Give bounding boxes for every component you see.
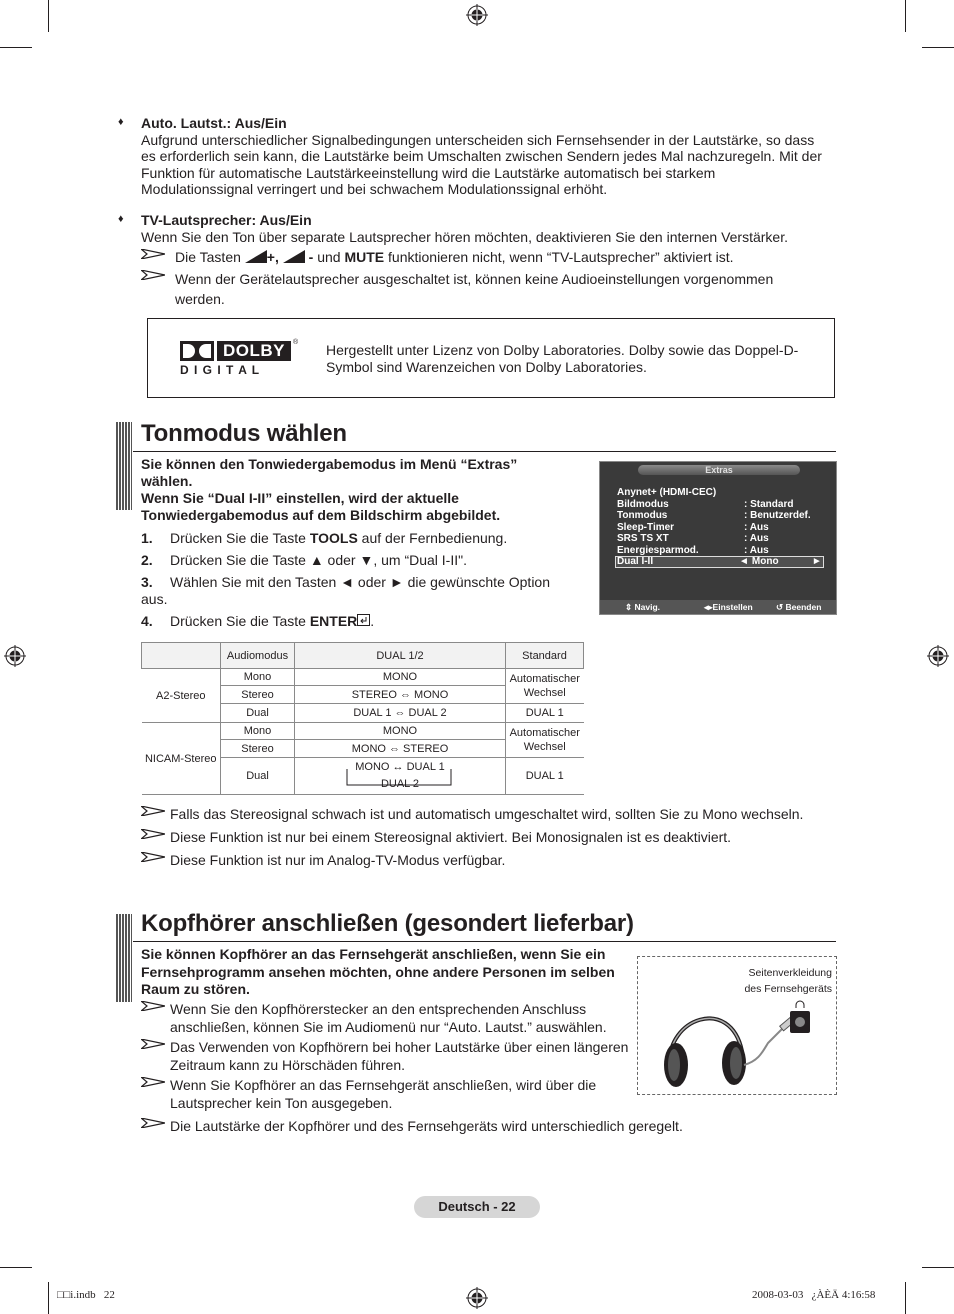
menu-row[interactable]: Tonmodus : Benutzerdef.: [617, 510, 811, 521]
print-date-info: 2008-03-03 ¿ÀÈÄ 4:16:58: [752, 1289, 876, 1301]
note-arrow-icon: [141, 829, 165, 839]
tonmodus-steps: [141, 530, 576, 630]
table-cell: A2-Stereo: [142, 669, 221, 723]
table-cell: NICAM-Stereo: [142, 723, 221, 795]
dolby-double-d-icon: [180, 341, 214, 361]
headphone-icon: [658, 999, 834, 1091]
note-item: Das Verwenden von Kopfhörern bei hoher Lautstärke über einen längeren Zeitraum kann zu Hörschäden führen.: [141, 1038, 631, 1074]
step-item: 1. Drücken Sie die Taste TOOLS auf der Fernbedienung.: [141, 530, 508, 546]
note-item: Die Tasten +, - und MUTE funktionieren nicht, wenn “TV-Lautsprecher” aktiviert ist.: [141, 248, 841, 266]
note-arrow-icon: [141, 249, 165, 259]
section-title: Auto. Lautst.: Aus/Ein: [141, 115, 287, 131]
step-item: 3. Wählen Sie mit den Tasten ◄ oder ► die gewünschte Option aus.: [141, 574, 550, 607]
tonmodus-heading: Tonmodus wählen: [141, 420, 347, 447]
menu-row[interactable]: SRS TS XT : Aus: [617, 533, 769, 544]
note-arrow-icon: [141, 1118, 165, 1128]
kopfhoerer-intro: Sie können Kopfhörer an das Fernsehgerät anschließen, wenn Sie ein Fernsehprogramm ansehen möchten, ohne andere Personen im selben Raum zu stören.: [141, 946, 615, 997]
note-arrow-icon: [141, 270, 165, 280]
tonmodus-notes: [141, 805, 851, 869]
bullet-icon: ♦: [118, 213, 124, 225]
arrow-right-icon[interactable]: ►: [811, 556, 822, 567]
table-cell: Dual: [221, 704, 295, 723]
nav-hint: ⇕ Navig.: [625, 602, 660, 612]
registration-mark-icon: [466, 4, 488, 26]
note-arrow-icon: [141, 852, 165, 862]
note-item: Die Lautstärke der Kopfhörer und des Fernsehgeräts wird unterschiedlich geregelt.: [141, 1117, 870, 1135]
note-arrow-icon: [141, 1001, 165, 1011]
kopfhoerer-heading: Kopfhörer anschließen (gesondert lieferbar): [141, 910, 634, 937]
volume-up-icon: [245, 250, 267, 263]
dolby-wordmark: DOLBY: [217, 341, 291, 361]
bullet-icon: ♦: [118, 116, 124, 128]
table-cell: DUAL 1: [506, 758, 584, 795]
table-cell: Automatischer Wechsel: [506, 723, 584, 758]
menu-title-bar: Extras: [638, 465, 800, 475]
section-auto-lautst: [141, 115, 827, 198]
step-item: 4. Drücken Sie die Taste ENTER .: [141, 613, 375, 629]
section-bar: [116, 422, 132, 510]
registration-mark-icon: [927, 645, 949, 667]
dolby-box: [147, 318, 835, 398]
note-item: Wenn Sie den Kopfhörerstecker an den entsprechenden Anschluss anschließen, können Sie im Audiomenü nur “Auto. Lautst.” auswählen.: [141, 1000, 631, 1036]
table-cell: Dual: [221, 758, 295, 795]
figure-label: Seitenverkleidung des Fernsehgeräts: [744, 967, 832, 995]
table-header: [142, 643, 221, 669]
return-icon: ↺: [776, 602, 786, 612]
registration-mark-icon: [4, 645, 26, 667]
table-header: Standard: [506, 643, 584, 669]
note-item: Diese Funktion ist nur im Analog-TV-Modus verfügbar.: [141, 851, 851, 869]
table-cell: Stereo: [221, 686, 295, 704]
note-item: Wenn der Gerätelautsprecher ausgeschaltet ist, können keine Audioeinstellungen vorgenommen werden.: [141, 269, 815, 309]
table-cell: DUAL 1 ⇔ DUAL 2: [295, 704, 506, 723]
volume-down-icon: [283, 250, 305, 263]
section-body: Wenn Sie den Ton über separate Lautsprecher hören möchten, deaktivieren Sie den internen Verstärker.: [141, 228, 789, 245]
menu-row-selected[interactable]: Dual I-II ◄ Mono ►: [615, 556, 824, 568]
registration-mark-icon: [466, 1287, 488, 1309]
table-cell: MONO ⇔ STEREO: [295, 740, 506, 758]
note-item: Wenn Sie Kopfhörer an das Fernsehgerät anschließen, wird über die Lautsprecher kein Ton ausgegeben.: [141, 1076, 631, 1112]
dolby-reg-mark: ®: [293, 339, 299, 346]
table-cell: DUAL 1: [506, 704, 584, 723]
page-number-badge: Deutsch - 22: [414, 1196, 540, 1218]
table-cell: Mono: [221, 723, 295, 740]
tonmodus-intro: Sie können den Tonwiedergabemodus im Menü “Extras” wählen. Wenn Sie “Dual I-II” einstellen, wird der aktuelle Tonwiedergabemodus auf dem Bildschirm abgebildet.: [141, 456, 518, 523]
table-header: DUAL 1/2: [295, 643, 506, 669]
note-arrow-icon: [141, 806, 165, 816]
enter-icon: [357, 614, 370, 626]
table-cell: MONO: [295, 723, 506, 740]
arrow-left-icon[interactable]: ◄: [739, 556, 749, 567]
menu-row[interactable]: Bildmodus : Standard: [617, 498, 794, 510]
exit-hint: ↺ Beenden: [776, 602, 822, 612]
table-cell: Mono: [221, 669, 295, 686]
table-header: Audiomodus: [221, 643, 295, 669]
kopfhoerer-notes: [141, 1000, 631, 1112]
section-body: Aufgrund unterschiedlicher Signalbedingungen unterscheiden sich Fernsehsender in der Lautstärke, so dass es erforderlich sein kann, die Lautstärke beim Umschalten zwischen Sendern jedes Mal nachzuregeln. Mit der Funktion für automatische Lautstärkeeinstellung wird die Lautstärke automatisch bei starkem Modulationssignal verringert und bei schwachem Modulationssignal erhöht.: [141, 131, 822, 197]
leftright-icon: ◂▸: [704, 602, 713, 612]
note-arrow-icon: [141, 1039, 165, 1049]
table-cell: MONO ↔ DUAL 1 DUAL 2: [295, 758, 506, 795]
note-item: Diese Funktion ist nur bei einem Stereosignal aktiviert. Bei Monosignalen ist es deaktiviert.: [141, 828, 851, 846]
step-item: 2. Drücken Sie die Taste ▲ oder ▼, um “Dual I-II".: [141, 552, 467, 568]
table-cell: Stereo: [221, 740, 295, 758]
updown-icon: ⇕: [625, 602, 635, 612]
section-tv-lautsprecher: [141, 212, 841, 309]
dolby-text: Hergestellt unter Lizenz von Dolby Laboratories. Dolby sowie das Doppel-D-Symbol sind Warenzeichen von Dolby Laboratories.: [326, 342, 799, 375]
dolby-logo: [180, 341, 298, 377]
dolby-digital-text: D I G I T A L: [180, 363, 261, 377]
menu-row[interactable]: Anynet+ (HDMI-CEC): [617, 487, 717, 498]
sound-mode-table: [141, 642, 584, 795]
section-title: TV-Lautsprecher: Aus/Ein: [141, 212, 312, 228]
heading-rule: [133, 941, 836, 942]
table-cell: MONO: [295, 669, 506, 686]
table-cell: STEREO ⇔ MONO: [295, 686, 506, 704]
note-item: Falls das Stereosignal schwach ist und automatisch umgeschaltet wird, sollten Sie zu Mono wechseln.: [141, 805, 851, 823]
menu-row[interactable]: Sleep-Timer : Aus: [617, 521, 769, 533]
note-arrow-icon: [141, 1077, 165, 1087]
heading-rule: [133, 451, 836, 452]
headphone-figure: [637, 956, 837, 1095]
table-cell: Automatischer Wechsel: [506, 669, 584, 704]
set-hint: ◂▸Einstellen: [704, 602, 753, 612]
menu-row[interactable]: Energiesparmod. : Aus: [617, 544, 769, 556]
cycle-bracket-icon: [343, 769, 455, 789]
tv-menu-screenshot: [599, 461, 837, 615]
menu-list: [617, 487, 827, 568]
menu-footer: [600, 600, 836, 614]
print-file-info: □□i.indb 22: [57, 1289, 115, 1301]
section-bar: [116, 914, 132, 1002]
